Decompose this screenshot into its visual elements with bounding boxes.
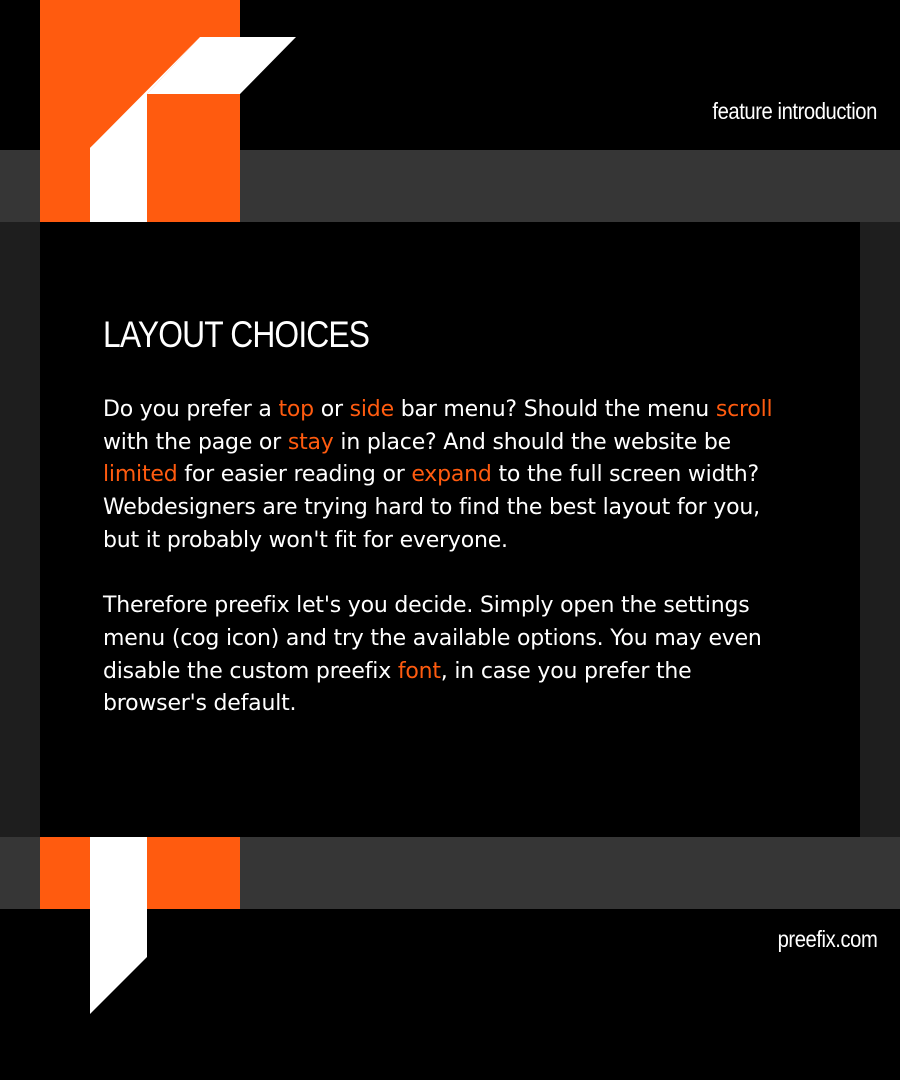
preefix-logo-bottom-icon: [40, 837, 240, 1017]
card-body: [103, 394, 783, 754]
body-text: for easier reading or: [177, 462, 412, 488]
header-feature-label: feature introduction: [712, 98, 877, 124]
highlight-word: scroll: [715, 397, 773, 422]
page-title: LAYOUT CHOICES: [103, 314, 370, 355]
body-text: in place? And should the website be: [333, 429, 731, 455]
highlight-word: side: [349, 397, 394, 422]
right-side-strip: [860, 222, 900, 837]
content-card: [40, 222, 860, 837]
preefix-logo-icon: [40, 0, 300, 222]
body-text: Therefore preefix let's you decide. Simply open the settings menu (cog icon) and try the available options. You may even disable the custom preefix: [103, 593, 762, 684]
settings-paragraph: [103, 590, 783, 721]
left-side-strip: [0, 222, 40, 837]
highlight-word: expand: [411, 462, 492, 488]
body-text: , in case you prefer the browser's default.: [103, 658, 692, 717]
highlight-word: limited: [103, 462, 178, 488]
body-text: to the full screen width? Webdesigners are trying hard to find the best layout for you, but it probably won't fit for everyone.: [103, 462, 760, 553]
intro-paragraph: [103, 394, 783, 558]
body-text: with the page or: [103, 429, 288, 455]
highlight-word: stay: [287, 429, 334, 455]
highlight-word: top: [278, 397, 314, 422]
highlight-word: font: [397, 658, 441, 684]
body-text: or: [313, 397, 350, 422]
body-text: Do you prefer a: [103, 397, 279, 422]
body-text: bar menu? Should the menu: [393, 397, 716, 422]
footer-site-link[interactable]: preefix.com: [777, 926, 877, 952]
